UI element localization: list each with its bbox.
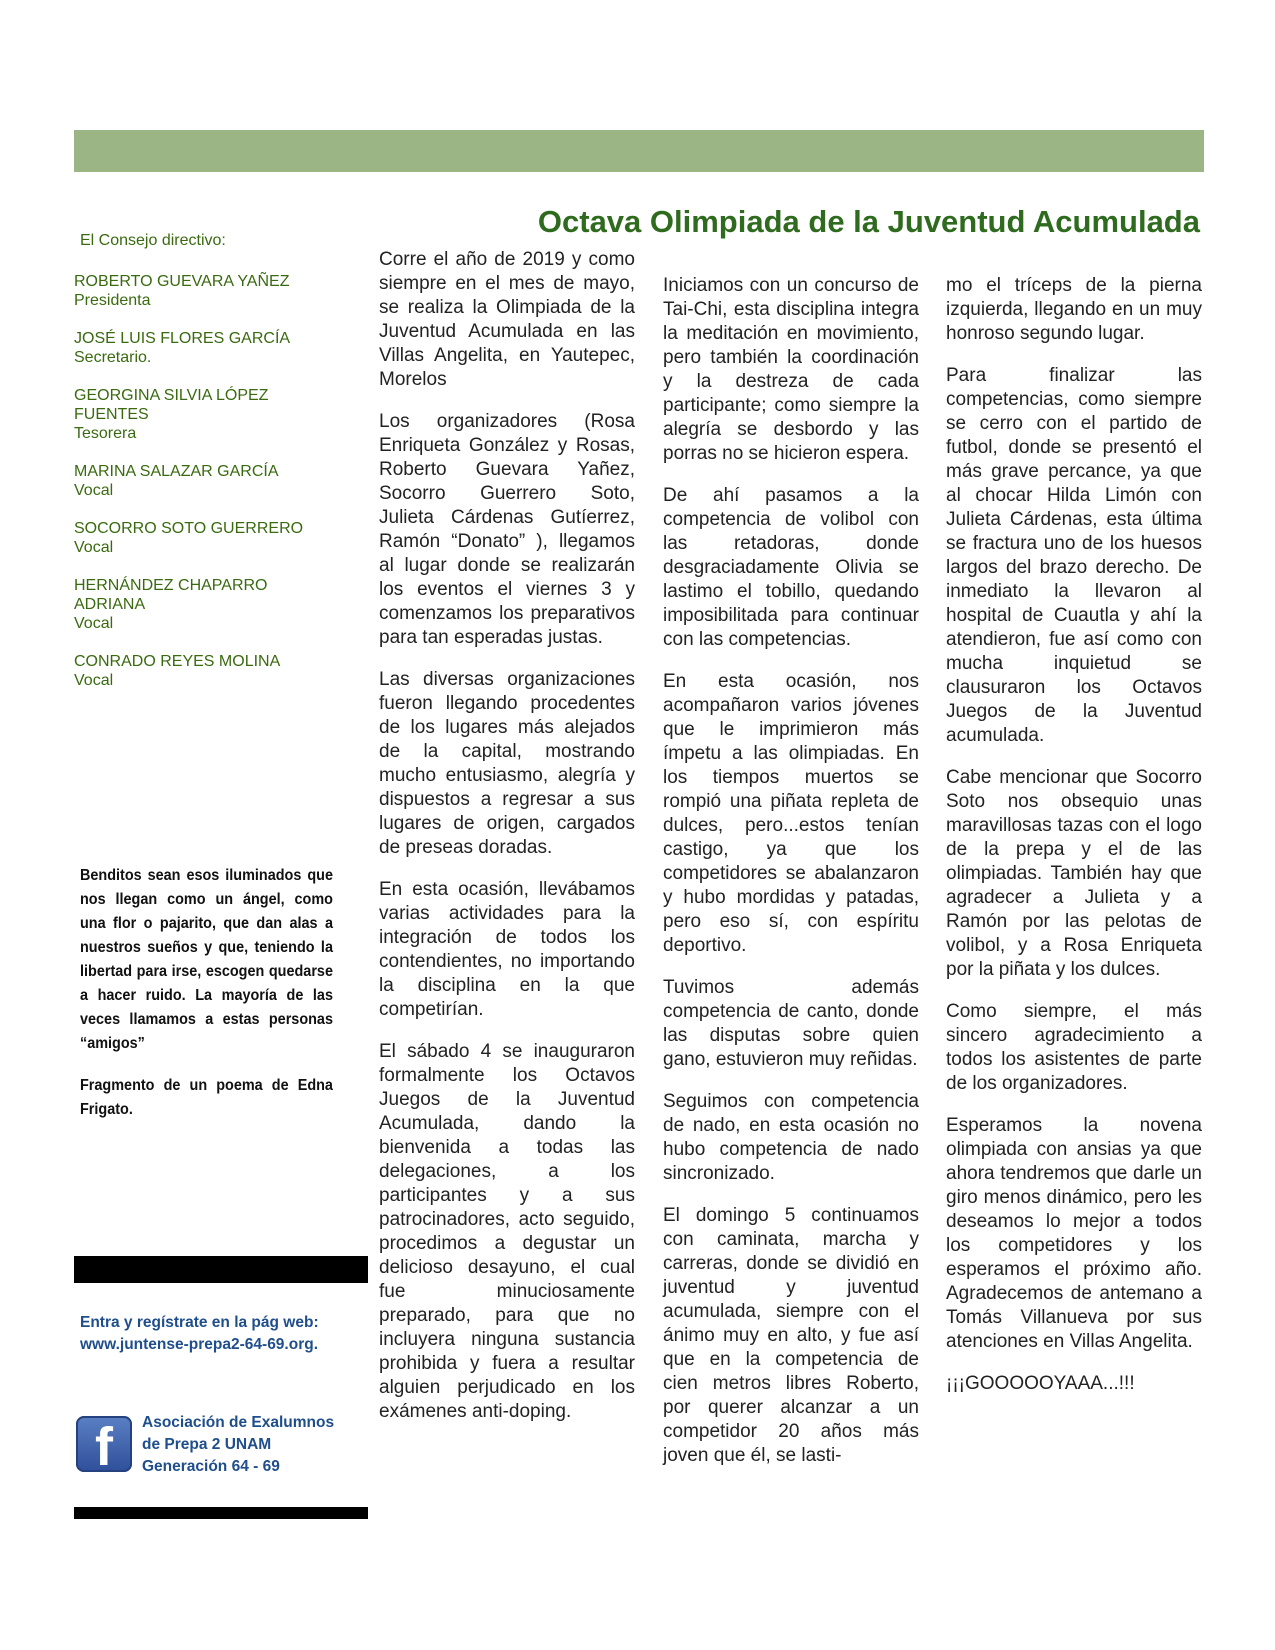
divider-bar xyxy=(74,1507,368,1519)
divider-bar xyxy=(74,1256,368,1283)
paragraph: Seguimos con competencia de nado, en esta ocasión no hubo competencia de nado sincronizado. xyxy=(663,1091,919,1184)
member-entry xyxy=(74,386,364,443)
member-name: SOCORRO SOTO GUERRERO xyxy=(74,520,304,537)
member-name: CONRADO REYES MOLINA xyxy=(74,653,281,670)
facebook-icon[interactable] xyxy=(76,1416,132,1477)
paragraph: Para finalizar las competencias, como siempre se cerro con el partido de futbol, donde se presentó el más grave percance, ya que al chocar Hilda Limón con Julieta Cárdenas, esta última se fractura uno de los huesos largos del brazo derecho. De inmediato la llevaron al hospital de Cuautla y ahí la atendieron, fue así como con mucha inquietud se clausuraron los Octavos Juegos de la Juventud acumulada. xyxy=(946,365,1202,746)
paragraph: Iniciamos con un concurso de Tai-Chi, esta disciplina integra la meditación en movimiento, pero también la coordinación y la destreza de cada participante; como siempre la alegría se desbordo y las porras no se hicieron espera. xyxy=(663,275,919,464)
paragraph: Las diversas organizaciones fueron llegando procedentes de los lugares más alejados de la capital, mostrando mucho entusiasmo, alegría y dispuestos a regresar a sus lugares de origen, cargados de preseas doradas. xyxy=(379,669,635,858)
paragraph: De ahí pasamos a la competencia de volibol con las retadoras, donde desgraciadamente Olivia se lastimo el tobillo, quedando imposibilitada para continuar con las competencias. xyxy=(663,485,919,650)
paragraph: El sábado 4 se inauguraron formalmente los Octavos Juegos de la Juventud Acumulada, dando la bienvenida a todas las delegaciones, a los participantes y a sus patrocinadores, acto seguido, procedimos a degustar un delicioso desayuno, el cual fue minuciosamente preparado, para que no incluyera ninguna sustancia prohibida y fuera a resultar alguien perjudicado en los exámenes anti-doping. xyxy=(379,1041,635,1422)
paragraph: En esta ocasión, llevábamos varias actividades para la integración de todos los contendientes, no importando la disciplina en la que competirían. xyxy=(379,879,635,1020)
article-column-2 xyxy=(663,274,919,1486)
poem-text: Benditos sean esos iluminados que nos llegan como un ángel, como una flor o pajarito, que dan alas a nuestros sueños y que, teniendo la libertad para irse, escogen quedarse a hacer ruido. La mayoría de las veces llamamos a estas personas “amigos” xyxy=(80,867,333,1052)
poem-quote xyxy=(80,864,333,1122)
paragraph: Tuvimos además competencia de canto, donde las disputas sobre quien gano, estuvieron muy reñidas. xyxy=(663,977,919,1070)
member-role: Presidenta xyxy=(74,292,151,309)
paragraph: mo el tríceps de la pierna izquierda, llegando en un muy honroso segundo lugar. xyxy=(946,275,1202,344)
poem-credit: Fragmento de un poema de Edna Frigato. xyxy=(80,1077,333,1118)
member-entry xyxy=(74,576,364,633)
facebook-letter: f xyxy=(95,1417,113,1477)
member-entry xyxy=(74,329,364,367)
paragraph: ¡¡¡GOOOOOYAAA...!!! xyxy=(946,1373,1135,1394)
website-prompt: Entra y regístrate en la pág web: xyxy=(80,1314,319,1331)
facebook-group-label xyxy=(142,1412,382,1478)
sidebar xyxy=(74,232,364,709)
council-title: El Consejo directivo: xyxy=(80,232,226,249)
member-entry xyxy=(74,519,364,557)
member-entry xyxy=(74,272,364,310)
member-name: GEORGINA SILVIA LÓPEZ FUENTES xyxy=(74,387,269,423)
website-note xyxy=(80,1312,380,1356)
paragraph: El domingo 5 continuamos con caminata, marcha y carreras, donde se dividió en juventud y juventud acumulada, siempre con el ánimo muy en alto, y fue así que en la competencia de cien metros libres Roberto, por querer alcanzar a un competidor 20 años más joven que él, se lasti- xyxy=(663,1205,919,1466)
website-link[interactable]: www.juntense-prepa2-64-69.org. xyxy=(80,1336,319,1353)
member-role: Vocal xyxy=(74,539,114,556)
paragraph: Esperamos la novena olimpiada con ansias ya que ahora tendremos que darle un giro menos dinámico, pero les deseamos lo mejor a todos los competidores y los esperamos el próximo año. Agradecemos de antemano a Tomás Villanueva por sus atenciones en Villas Angelita. xyxy=(946,1115,1202,1352)
article-column-3 xyxy=(946,274,1202,1414)
fb-line: de Prepa 2 UNAM xyxy=(142,1436,272,1453)
paragraph: En esta ocasión, nos acompañaron varios jóvenes que le imprimieron más ímpetu a las olimpiadas. En los tiempos muertos se rompió una piñata repleta de dulces, pero...estos tenían castigo, ya que los competidores se abalanzaron y hubo mordidas y patadas, pero eso sí, con espíritu deportivo. xyxy=(663,671,919,956)
member-role: Tesorera xyxy=(74,425,137,442)
article-column-1 xyxy=(379,248,635,1442)
member-name: HERNÁNDEZ CHAPARRO ADRIANA xyxy=(74,577,268,613)
paragraph: Corre el año de 2019 y como siempre en el mes de mayo, se realiza la Olimpiada de la Juventud Acumulada en las Villas Angelita, en Yautepec, Morelos xyxy=(379,249,635,390)
member-role: Vocal xyxy=(74,482,114,499)
member-name: JOSÉ LUIS FLORES GARCÍA xyxy=(74,330,291,347)
member-name: MARINA SALAZAR GARCÍA xyxy=(74,463,279,480)
member-role: Vocal xyxy=(74,672,114,689)
member-entry xyxy=(74,462,364,500)
paragraph: Los organizadores (Rosa Enriqueta González y Rosas, Roberto Guevara Yañez, Socorro Guerrero Soto, Julieta Cárdenas Gutíerrez, Ramón “Donato” ), llegamos al lugar donde se realizarán los eventos el viernes 3 y comenzamos los preparativos para tan esperadas justas. xyxy=(379,411,635,648)
paragraph: Como siempre, el más sincero agradecimiento a todos los asistentes de parte de los organizadores. xyxy=(946,1001,1202,1094)
member-role: Secretario. xyxy=(74,349,152,366)
header-bar xyxy=(74,130,1204,172)
fb-line: Generación 64 - 69 xyxy=(142,1458,280,1475)
member-entry xyxy=(74,652,364,690)
article-title: Octava Olimpiada de la Juventud Acumulada xyxy=(537,204,1200,239)
member-role: Vocal xyxy=(74,615,114,632)
member-name: ROBERTO GUEVARA YAÑEZ xyxy=(74,273,290,290)
paragraph: Cabe mencionar que Socorro Soto nos obsequio unas maravillosas tazas con el logo de la prepa y el de las olimpiadas. También hay que agradecer a Julieta y a Ramón por las pelotas de volibol, y a Rosa Enriqueta por la piñata y los dulces. xyxy=(946,767,1202,980)
fb-line: Asociación de Exalumnos xyxy=(142,1414,335,1431)
